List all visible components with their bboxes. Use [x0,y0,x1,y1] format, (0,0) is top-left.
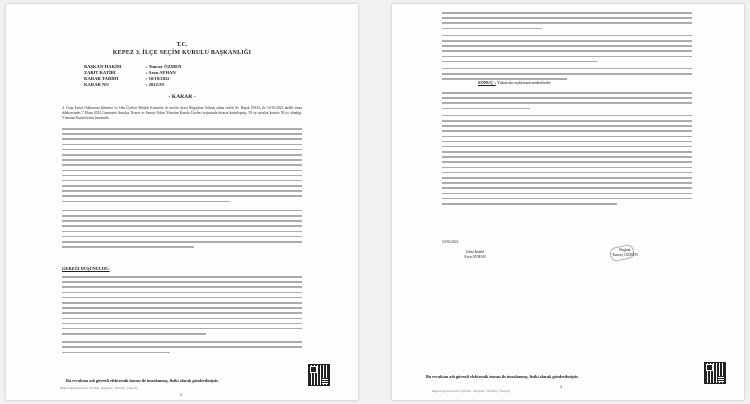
sonuc-text: Yukarıda açıklanan nedenlerle; [497,80,552,85]
meta-key: KARAR TARİHİ [84,76,119,81]
document-page-1 [6,4,358,400]
meta-key: KARAR NO [84,82,109,87]
decision-date: 10/10/2022 [442,240,459,244]
sonuc-text-lines [442,92,692,208]
qr-code-icon [704,362,726,384]
meta-value: : Tuncay ÖZMEN [146,64,182,69]
judge-signature-block [612,248,638,258]
qr-code-icon [308,364,330,386]
meta-key: ZABIT KATİBİ [84,70,116,75]
clerk-name: Arzu AYHAN [464,255,486,259]
page-number: 1 [180,392,182,397]
page-number: 2 [560,384,562,389]
continued-text-lines [442,12,692,83]
clerk-signature-block [464,250,486,260]
body-paragraph-1: 4. Grup Esnaf Odalarının İşlemesi ve Oda Üyeleri Meslek Komitesi ve meclis üyesi Boğaçhan Göktaş adına vekili Av. Başak ÖNAL ile 10/10/2022 tarihli itiraz dilekçesinde; 7 Ekim 2022 Cumartesi Antalya Ticaret ve Sanayi Odası Yönetim Kurulu Üyeleri seçiminde itirazın kesinleşmiş, 59 oy, meslek komite 58 oy alındığı, Yönetim Kurulu karar listesinde... [62,106,302,121]
judge-name: Tuncay ÖZMEN [612,253,638,257]
sonuc-label: SONUÇ : [478,80,496,85]
document-page-2 [392,4,744,400]
meta-value: : Arzu AYHAN [146,70,176,75]
verification-code: Belge Doğrulama Kodu: g7s7bef · öbkgöhzü · hfrr2zog · TGsonhg [60,387,138,390]
meta-value: : 2022/29 [146,82,164,87]
tc-header: T.C. [176,42,188,48]
sonuc-heading [478,80,551,85]
verification-code: Belge Doğrulama Kodu: g7s7bef · öbkgöhzü · hfrr2zog · TGsonhg [432,390,510,393]
decision-meta [84,64,181,88]
ruling-text-lines [62,276,302,357]
meta-row [84,82,181,88]
body-text-lines [62,128,302,251]
e-signature-note: Bu evraktan adı güvenli elektronik imzası ile imzalanmış, fiziki olarak gönderilmiştir. [66,378,219,383]
clerk-title: Zabıt Katibi [465,250,485,254]
karar-title: - KARAR - [168,94,196,100]
gereği-heading: GEREĞİ DÜŞÜNÜLDÜ: [62,266,110,271]
e-signature-note: Bu evraktan adı güvenli elektronik imzası ile imzalanmış, fiziki olarak gönderilmiştir. [426,374,579,379]
meta-key: BAŞKAN-HAKİM [84,64,122,69]
board-title: KEPEZ 3. İLÇE SEÇİM KURULU BAŞKANLIĞI [112,50,252,56]
meta-value: : 10/10/2022 [146,76,170,81]
judge-title: Başkan [619,248,631,252]
